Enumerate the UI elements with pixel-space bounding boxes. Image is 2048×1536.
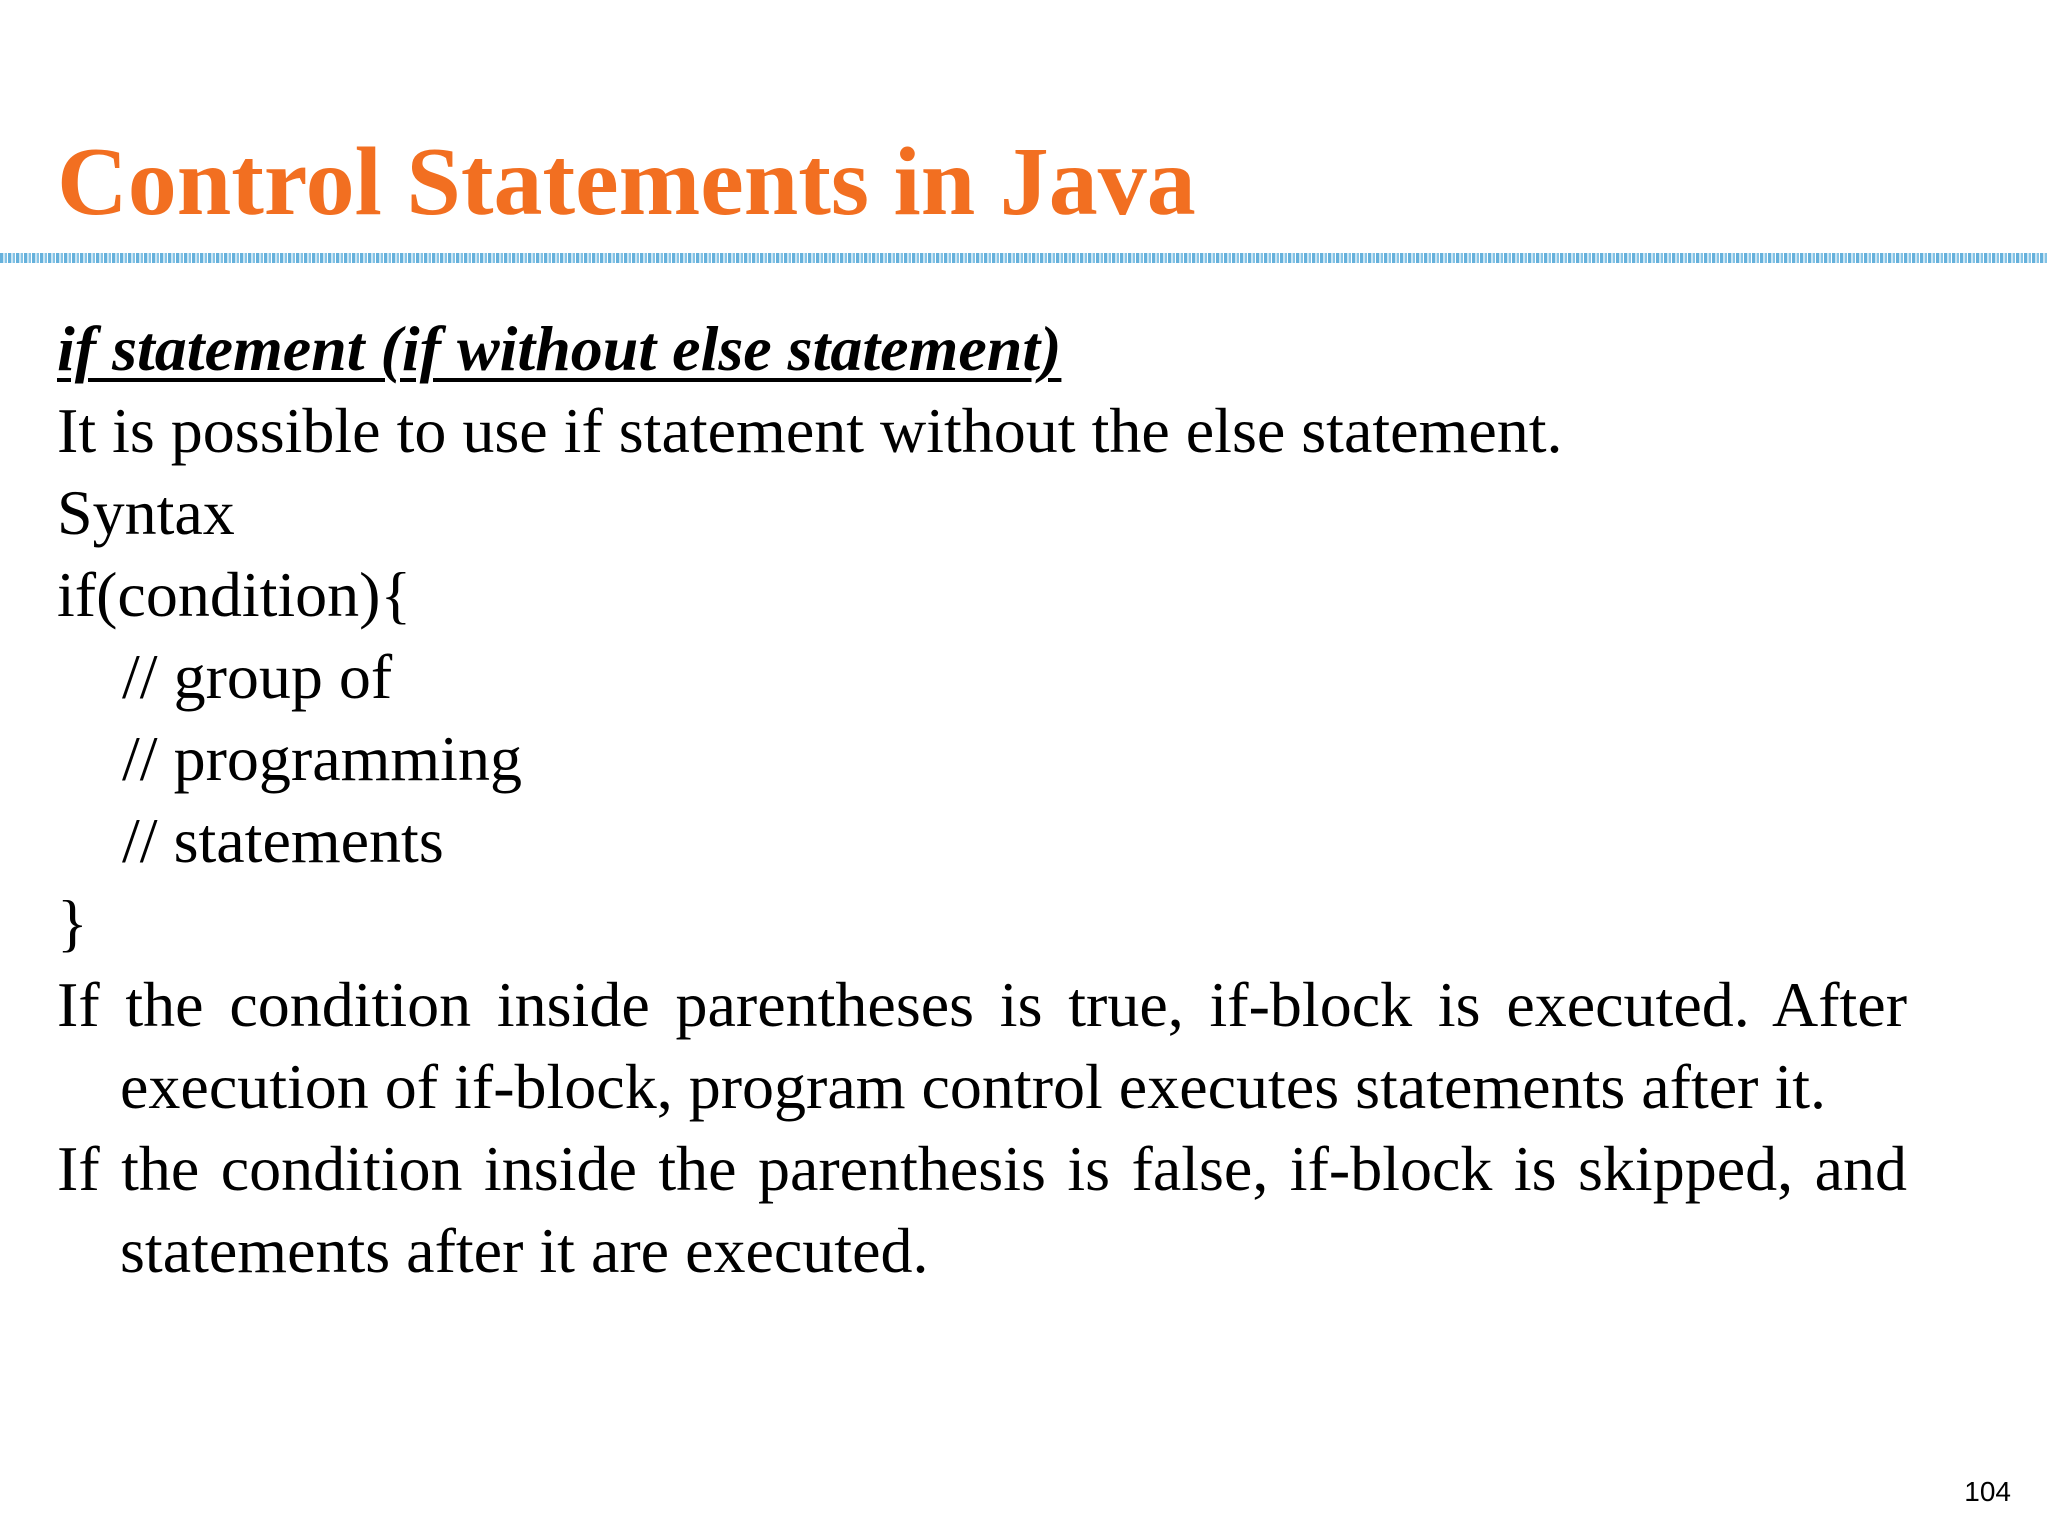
code-comment-1: // group of <box>122 641 393 712</box>
syntax-label: Syntax <box>57 477 235 548</box>
intro-text: It is possible to use if statement without the else statement. <box>57 395 1563 466</box>
subheading: if statement (if without else statement) <box>57 313 1062 384</box>
paragraph-false-condition: If the condition inside the parenthesis is false, if-block is skipped, and statements after it are executed. <box>57 1133 1907 1286</box>
page-number: 104 <box>1964 1476 2011 1507</box>
slide-title: Control Statements in Java <box>57 128 1196 236</box>
paragraph-true-condition: If the condition inside parentheses is true, if-block is executed. After execution of if-block, program control executes statements after it. <box>57 969 1907 1122</box>
code-close: } <box>57 887 88 958</box>
code-comment-3: // statements <box>122 805 444 876</box>
slide-content <box>57 308 1907 1292</box>
title-divider <box>0 253 2048 263</box>
code-comment-2: // programming <box>122 723 522 794</box>
code-open: if(condition){ <box>57 559 412 630</box>
